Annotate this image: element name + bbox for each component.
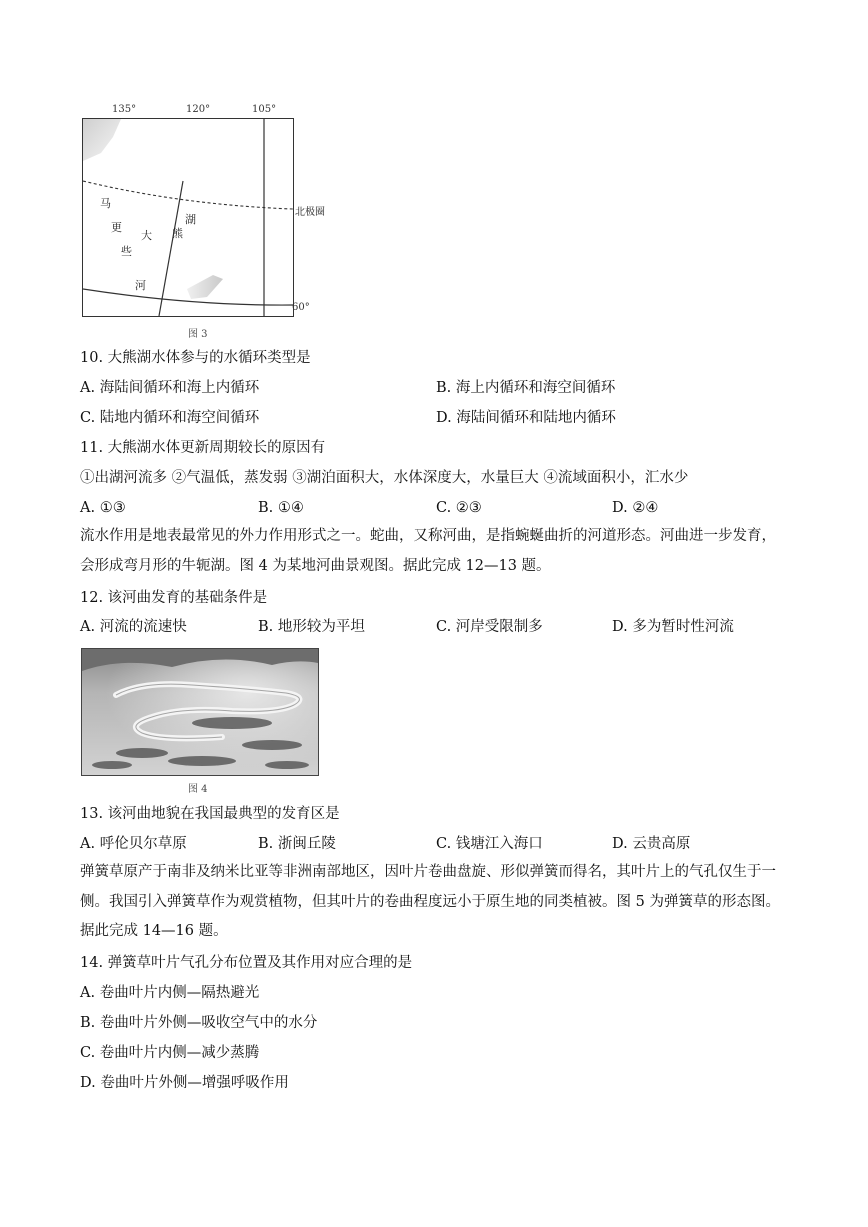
q10-option-d: D. 海陆间循环和陆地内循环 <box>436 410 616 426</box>
q12-option-a: A. 河流的流速快 <box>80 619 187 635</box>
shaded-area-top <box>83 119 121 161</box>
latitude-60-label: 60° <box>292 302 310 313</box>
q14-option-d: D. 卷曲叶片外侧—增强呼吸作用 <box>80 1075 289 1091</box>
shaded-area-bottom <box>187 275 223 299</box>
q11-option-c: C. ②③ <box>436 500 482 516</box>
q10-option-c: C. 陆地内循环和海空间循环 <box>80 410 260 426</box>
q10-stem: 10. 大熊湖水体参与的水循环类型是 <box>80 350 311 366</box>
arctic-circle-line <box>83 181 293 209</box>
figure-4-caption: 图 4 <box>188 784 208 795</box>
q14-option-c: C. 卷曲叶片内侧—减少蒸腾 <box>80 1045 260 1061</box>
q11-stem: 11. 大熊湖水体更新周期较长的原因有 <box>80 440 326 456</box>
q11-option-b: B. ①④ <box>258 500 304 516</box>
map-char-1: 马 <box>100 197 111 210</box>
q11-option-d: D. ②④ <box>612 500 659 516</box>
q12-stem: 12. 该河曲发育的基础条件是 <box>80 590 268 606</box>
map-char-5: 大 <box>141 229 152 242</box>
map-char-3: 些 <box>121 245 132 258</box>
q13-option-c: C. 钱塘江入海口 <box>436 836 543 852</box>
q13-stem: 13. 该河曲地貌在我国最典型的发育区是 <box>80 806 340 822</box>
figure-3-caption: 图 3 <box>188 329 208 340</box>
figure-4-photo <box>81 648 319 776</box>
longitude-120-label: 120° <box>186 104 211 115</box>
arctic-circle-label: 北极圈 <box>295 207 325 218</box>
intro-12-13: 流水作用是地表最常见的外力作用形式之一。蛇曲，又称河曲，是指蜿蜒曲折的河道形态。河曲进一步发育，会形成弯月形的牛轭湖。图 4 为某地河曲景观图。据此完成 12—13 题。 <box>80 528 776 574</box>
q12-option-c: C. 河岸受限制多 <box>436 619 543 635</box>
q13-option-b: B. 浙闽丘陵 <box>258 836 336 852</box>
q14-option-a: A. 卷曲叶片内侧—隔热避光 <box>80 985 260 1001</box>
q13-option-d: D. 云贵高原 <box>612 836 691 852</box>
q13-option-a: A. 呼伦贝尔草原 <box>80 836 187 852</box>
q12-option-b: B. 地形较为平坦 <box>258 619 365 635</box>
longitude-105-label: 105° <box>252 104 277 115</box>
q10-option-a: A. 海陆间循环和海上内循环 <box>80 380 260 396</box>
map-char-6: 熊 <box>172 227 183 240</box>
q11-items: ①出湖河流多 ②气温低，蒸发弱 ③湖泊面积大，水体深度大，水量巨大 ④流域面积小，汇水少 <box>80 470 689 486</box>
longitude-135-label: 135° <box>112 104 137 115</box>
map-char-4: 河 <box>135 279 146 292</box>
q14-option-b: B. 卷曲叶片外侧—吸收空气中的水分 <box>80 1015 318 1031</box>
q14-stem: 14. 弹簧草叶片气孔分布位置及其作用对应合理的是 <box>80 955 413 971</box>
q12-option-d: D. 多为暂时性河流 <box>612 619 734 635</box>
intro-14-16: 弹簧草原产于南非及纳米比亚等非洲南部地区，因叶片卷曲盘旋、形似弹簧而得名，其叶片上的气孔仅生于一侧。我国引入弹簧草作为观赏植物，但其叶片的卷曲程度远小于原生地的同类植被。图 5 为弹簧草的形态图。据此完成 14—16 题。 <box>80 864 780 939</box>
q10-option-b: B. 海上内循环和海空间循环 <box>436 380 616 396</box>
q11-option-a: A. ①③ <box>80 500 126 516</box>
meander-photo <box>82 649 318 775</box>
map-char-2: 更 <box>111 221 122 234</box>
meridian-120 <box>159 181 183 316</box>
map-char-7: 湖 <box>185 213 196 226</box>
